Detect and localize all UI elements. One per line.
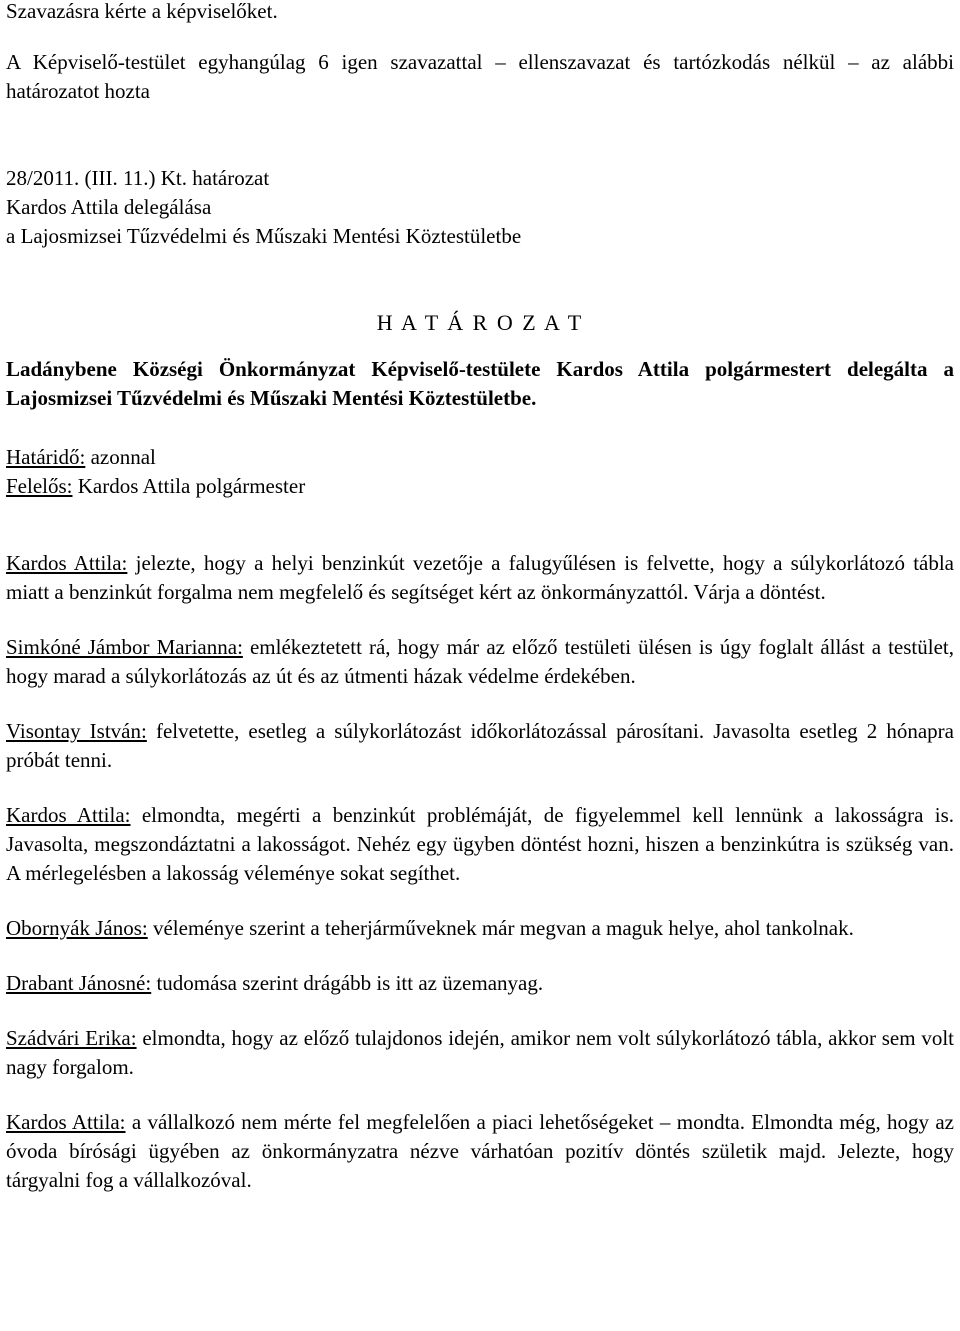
responsible-label: Felelős: [6, 474, 73, 498]
speaker-name: Szádvári Erika: [6, 1026, 137, 1050]
resolution-header [6, 164, 954, 251]
resolution-subject-1: Kardos Attila delegálása [6, 195, 212, 219]
speech-text: elmondta, megérti a benzinkút problémáját, de figyelemmel kell lennünk a lakosságra is. Javasolta, megszondáztatni a lakosságot. Nehéz egy ügyben döntést hozni, hiszen a benzinkútra is szükség van. A mérlegelésben a lakosság véleménye sokat segíthet. [6, 803, 955, 885]
speech-text: felvetette, esetleg a súlykorlátozást időkorlátozással párosítani. Javasolta esetleg 2 hónapra próbát tenni. [6, 719, 954, 772]
speaker-name: Simkóné Jámbor Marianna: [6, 635, 243, 659]
speech-paragraph [6, 1024, 954, 1082]
deadline-line [6, 443, 954, 472]
speech-text: tudomása szerint drágább is itt az üzemanyag. [156, 971, 544, 995]
responsible-value: Kardos Attila polgármester [77, 474, 306, 498]
deadline-label: Határidő: [6, 445, 86, 469]
resolution-subject-2: a Lajosmizsei Tűzvédelmi és Műszaki Mentési Köztestületbe [6, 224, 522, 248]
speech-text: emlékeztetett rá, hogy már az előző testületi ülésen is úgy foglalt állást a testület, hogy marad a súlykorlátozás az út és az útmenti házak védelme érdekében. [6, 635, 954, 688]
speech-text: elmondta, hogy az előző tulajdonos idején, amikor nem volt súlykorlátozó tábla, akkor sem volt nagy forgalom. [6, 1026, 955, 1079]
speaker-name: Visontay István: [6, 719, 147, 743]
resolution-number: 28/2011. (III. 11.) Kt. [6, 166, 187, 190]
speech-paragraph [6, 717, 954, 775]
speech-paragraph [6, 801, 954, 888]
speaker-name: Kardos Attila: [6, 803, 131, 827]
speaker-name: Obornyák János: [6, 916, 148, 940]
discussion [6, 549, 954, 1195]
speech-paragraph [6, 969, 954, 998]
vote-request: Szavazásra kérte a képviselőket. [6, 0, 278, 23]
vote-result: A Képviselő-testület egyhangúlag 6 igen szavazattal – ellenszavazat és tartózkodás nélkül – az alábbi határozatot hozta [6, 50, 954, 103]
resolution-number-line [6, 164, 954, 193]
deadline-value: azonnal [90, 445, 156, 469]
speech-text: véleménye szerint a teherjárműveknek már megvan a maguk helye, ahol tankolnak. [152, 916, 854, 940]
speaker-name: Drabant Jánosné: [6, 971, 152, 995]
speech-text: a vállalkozó nem mérte fel megfelelően a piaci lehetőségeket – mondta. Elmondta még, hogy az óvoda bírósági ügyében az önkormányzatra nézve várhatóan pozitív döntés születik majd. Jelezte, hogy tárgyalni fog a vállalkozóval. [6, 1110, 954, 1192]
resolution-heading: H A T Á R O Z A T [376, 310, 584, 335]
speech-paragraph [6, 1108, 954, 1195]
speech-paragraph [6, 914, 954, 943]
speech-text: jelezte, hogy a helyi benzinkút vezetője a falugyűlésen is felvette, hogy a súlykorlátozó tábla miatt a benzinkút forgalma nem megfelelő és segítséget kért az önkormányzattól. Várja a döntést. [6, 551, 955, 604]
speech-paragraph [6, 549, 954, 607]
resolution-type: határozat [192, 166, 270, 190]
responsible-line [6, 472, 954, 501]
resolution-body: Ladánybene Községi Önkormányzat Képviselő-testülete Kardos Attila polgármestert delegálta a Lajosmizsei Tűzvédelmi és Műszaki Mentési Köztestületbe. [6, 357, 954, 410]
speaker-name: Kardos Attila: [6, 1110, 126, 1134]
speaker-name: Kardos Attila: [6, 551, 128, 575]
speech-paragraph [6, 633, 954, 691]
